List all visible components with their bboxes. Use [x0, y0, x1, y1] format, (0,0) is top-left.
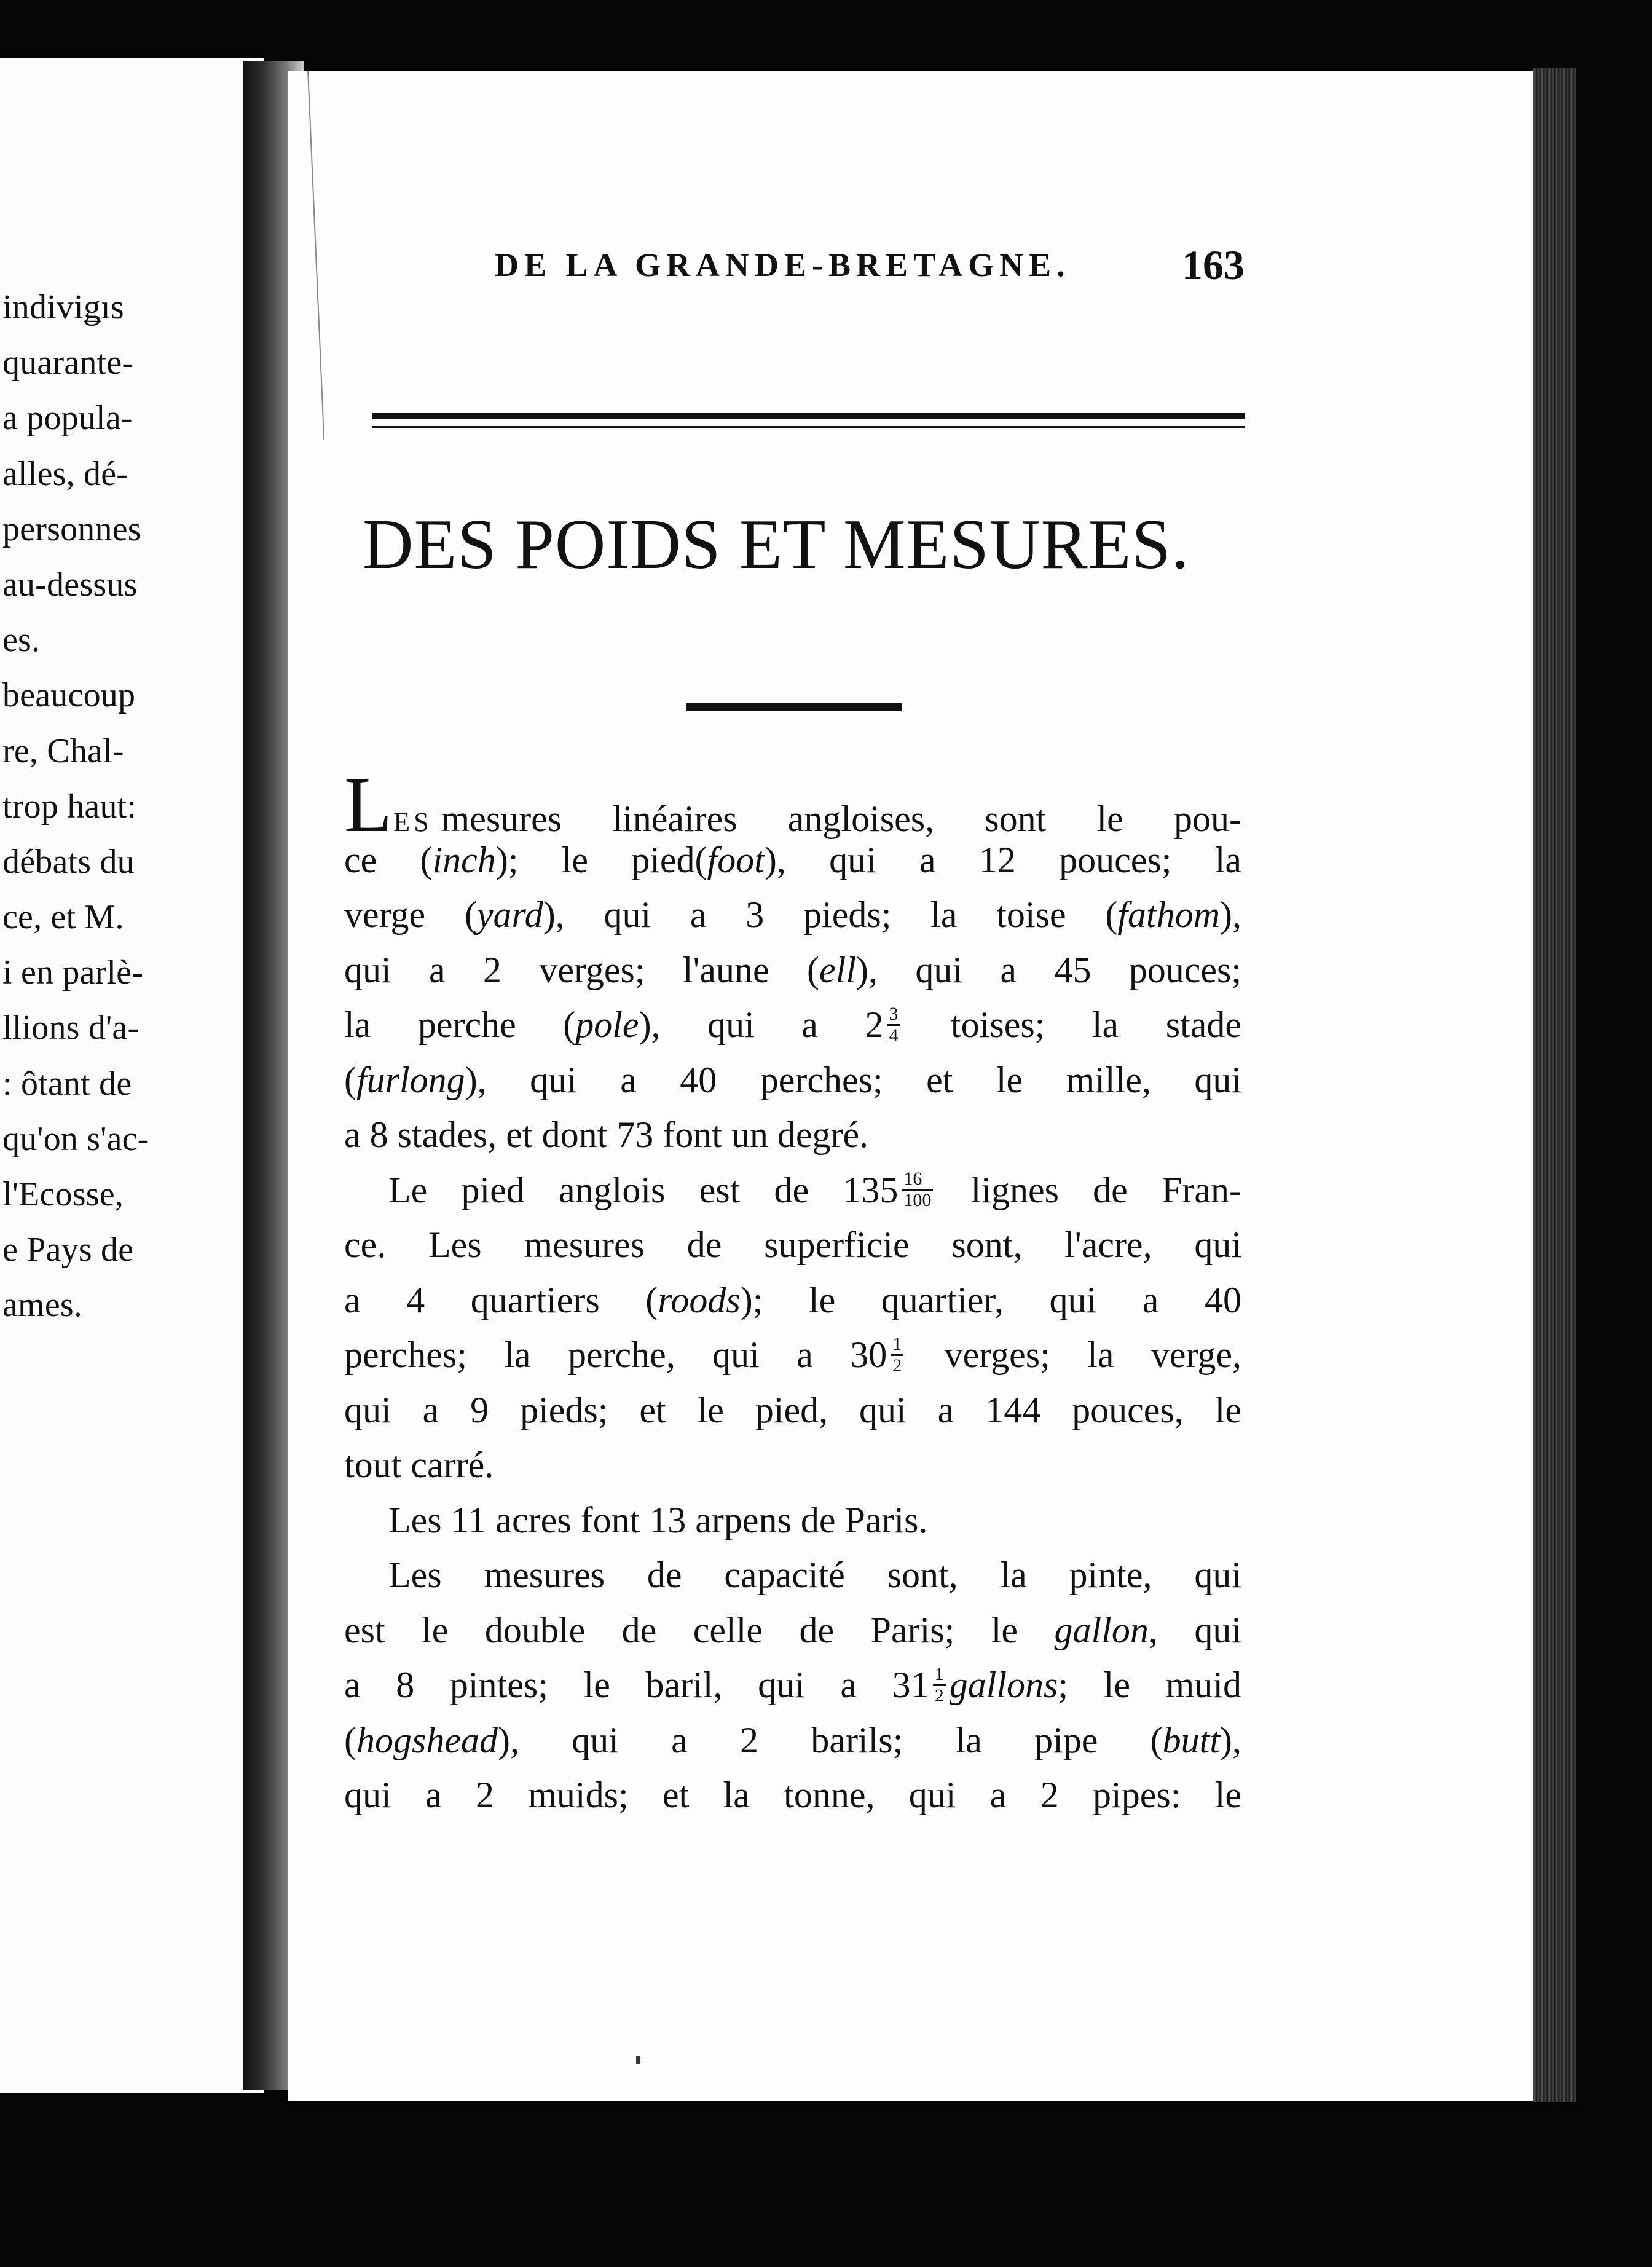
text-run: ), qui a 2: [639, 1004, 884, 1045]
chapter-title: DES POIDS ET MESURES.: [363, 505, 1190, 584]
text-run: ), qui a 45 pouces;: [856, 949, 1242, 990]
left-line: alles, dé-: [2, 454, 128, 493]
italic-term: yard: [476, 894, 543, 935]
italic-term: ell: [819, 949, 856, 990]
text-run: ); le pied(: [495, 839, 707, 880]
fraction: [887, 1004, 900, 1046]
left-facing-page: [0, 58, 264, 2093]
page-number: 163: [1182, 242, 1245, 288]
text-line: tout carré.: [344, 1445, 494, 1485]
left-line: : ôtant de: [2, 1064, 132, 1103]
title-rule: [686, 703, 902, 711]
text-run: toises; la stade: [903, 1004, 1242, 1045]
header-rule-thin: [372, 426, 1245, 428]
text-line: ce. Les mesures de superficie sont, l'acre, qui: [344, 1224, 1241, 1265]
text-line: [344, 1163, 1241, 1218]
drop-cap: L: [344, 761, 394, 848]
text-line: [344, 1053, 1241, 1108]
fraction: [902, 1169, 933, 1210]
italic-term: roods: [658, 1279, 741, 1320]
left-line: indiviǥıs: [2, 288, 124, 326]
left-line: llions d'a-: [2, 1009, 140, 1047]
header-rule-thick: [372, 413, 1245, 419]
text-run: verge (: [344, 894, 477, 935]
italic-term: hogshead: [356, 1719, 498, 1760]
text-run: a 8 pintes; le baril, qui a 31: [344, 1665, 929, 1705]
text-run: ), qui a 3 pieds; la toise (: [543, 894, 1118, 935]
text-line: a 8 stades, et dont 73 font un degré.: [344, 1114, 869, 1155]
text-line: [344, 1603, 1241, 1658]
fraction-denominator: 2: [892, 1355, 902, 1376]
text-run: mesures linéaires angloises, sont le pou-: [441, 798, 1241, 839]
text-line: [344, 1328, 1241, 1383]
italic-term: pole: [575, 1004, 639, 1045]
text-run: ); le quartier, qui a 40: [740, 1279, 1241, 1320]
body-text: [344, 761, 1242, 1823]
italic-term: butt: [1162, 1719, 1221, 1760]
italic-term: inch: [432, 839, 496, 880]
text-run: ),: [1220, 1719, 1241, 1760]
fraction-denominator: 100: [903, 1190, 932, 1211]
left-line: es.: [2, 621, 41, 660]
text-line: [344, 943, 1241, 998]
italic-term: gallons: [949, 1665, 1058, 1705]
text-line: [344, 761, 1241, 848]
text-line: [344, 888, 1241, 943]
text-run: a 4 quartiers (: [344, 1279, 658, 1320]
text-run: ),: [1220, 894, 1242, 935]
left-line: re, Chal-: [2, 731, 124, 770]
text-run: verges; la verge,: [907, 1335, 1241, 1375]
left-line: beaucoup: [2, 676, 136, 715]
text-run: est le double de celle de Paris; le: [344, 1609, 1055, 1650]
text-run: ), qui a 2 barils; la pipe (: [497, 1719, 1163, 1760]
text-line: qui a 2 muids; et la tonne, qui a 2 pipes: le: [344, 1775, 1241, 1815]
text-run: , qui: [1148, 1609, 1242, 1650]
text-run: ), qui a 12 pouces; la: [764, 839, 1241, 880]
text-run: perches; la perche, qui a 30: [344, 1335, 887, 1375]
italic-term: foot: [707, 839, 765, 880]
text-line: [344, 1713, 1241, 1768]
italic-term: fathom: [1117, 894, 1221, 935]
left-line: a popula-: [2, 399, 133, 438]
text-run: ; le muid: [1058, 1665, 1241, 1705]
text-run: qui a 2 verges; l'aune (: [344, 949, 820, 990]
text-line: [344, 998, 1241, 1053]
ink-speck: [636, 2056, 640, 2064]
text-run: lignes de Fran-: [937, 1169, 1241, 1210]
italic-term: furlong: [356, 1059, 465, 1100]
italic-term: gallon: [1054, 1609, 1149, 1650]
fraction-numerator: 1: [933, 1665, 946, 1686]
drop-cap-small-caps: ES: [393, 807, 433, 837]
left-line: quarante-: [2, 344, 134, 382]
text-line: [344, 833, 1241, 888]
left-line: i en parlè-: [2, 953, 144, 992]
text-run: (: [344, 1059, 356, 1100]
text-run: la perche (: [344, 1004, 576, 1045]
left-line: trop haut:: [2, 787, 137, 826]
text-run: Le pied anglois est de 135: [388, 1169, 899, 1210]
text-line: [344, 1273, 1241, 1328]
text-run: ce (: [344, 839, 433, 880]
left-line: débats du: [2, 842, 135, 881]
text-line: Les mesures de capacité sont, la pinte, qui: [388, 1555, 1241, 1595]
left-line: au-dessus: [2, 565, 138, 604]
left-line: ce, et M.: [2, 898, 124, 937]
fraction: [891, 1335, 903, 1376]
fraction-denominator: 4: [889, 1025, 899, 1046]
fraction: [933, 1665, 946, 1706]
fraction-numerator: 16: [902, 1169, 933, 1191]
text-line: Les 11 acres font 13 arpens de Paris.: [388, 1499, 928, 1540]
page-edge-stack: [1533, 68, 1576, 2102]
text-run: (: [344, 1719, 356, 1760]
text-run: ), qui a 40 perches; et le mille, qui: [465, 1059, 1241, 1100]
fraction-numerator: 3: [887, 1004, 900, 1026]
left-line: e Pays de: [2, 1231, 134, 1269]
text-line: [344, 1658, 1241, 1713]
left-line: ames.: [2, 1286, 83, 1325]
fraction-numerator: 1: [891, 1335, 903, 1356]
running-header: DE LA GRANDE-BRETAGNE.: [495, 246, 1071, 283]
left-line: l'Ecosse,: [2, 1175, 124, 1213]
left-line: personnes: [2, 510, 141, 548]
left-line: qu'on s'ac-: [2, 1119, 149, 1158]
text-line: qui a 9 pieds; et le pied, qui a 144 pouces, le: [344, 1389, 1241, 1430]
fraction-denominator: 2: [934, 1685, 944, 1706]
left-page-text: [0, 280, 264, 1333]
